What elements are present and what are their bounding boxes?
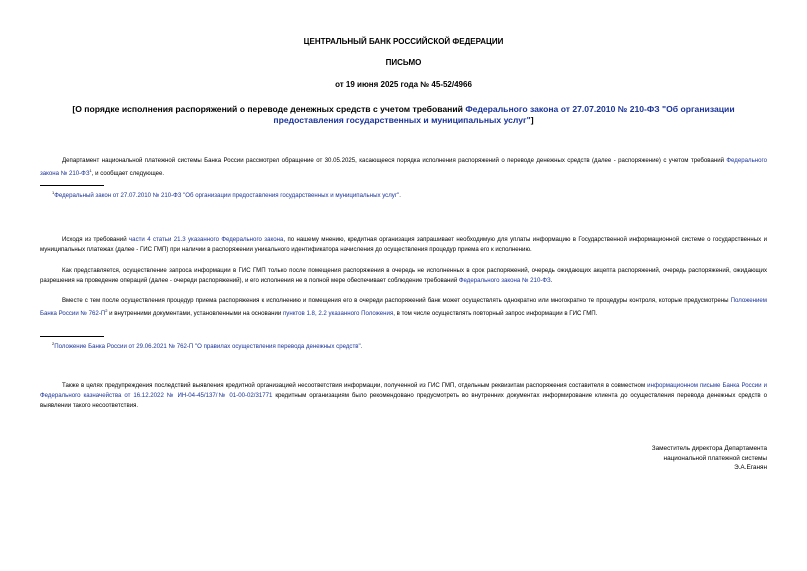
footnote-2-link[interactable]: Положение Банка России от 29.06.2021 № 762-П "О правилах осуществления перевода денежных средств".	[54, 343, 363, 351]
title-suffix: ]	[530, 115, 534, 125]
doc-type: ПИСЬМО	[385, 58, 422, 67]
p5-info-letter-link[interactable]: информационном письме Банка России и Федерального казначейства от 16.12.2022 № ИН-04-45/137/№ 01-00-02/31771	[40, 382, 767, 399]
p4-text-a: Вместе с тем после осуществления процедур приема распоряжения к исполнению и помещения его в очереди распоряжений банк может осуществлять однократно или многократно те процедуры контроля, которые предусмотрены	[62, 297, 731, 304]
p3-law-link[interactable]: Федерального закона № 210-ФЗ	[458, 277, 551, 284]
p1-law-link[interactable]: Федерального закона № 210-ФЗ	[40, 157, 767, 178]
document-title	[40, 104, 767, 126]
p2-text-a: Исходя из требований	[62, 236, 129, 243]
signature-department: национальной платежной системы	[663, 454, 767, 462]
footnote-ref-2[interactable]: 2	[105, 308, 108, 313]
footnote-1-mark: 1	[52, 190, 55, 195]
footnote-1	[52, 188, 401, 201]
p4-points-link[interactable]: пунктов 1.8, 2.2 указанного Положения	[282, 310, 394, 318]
p2-article-link[interactable]: части 4 статьи 21.3 указанного Федерального закона	[129, 236, 284, 243]
p4-text-c: , в том числе осуществлять повторный запрос информации в ГИС ГМП.	[393, 310, 598, 318]
signature-name: Э.А.Еганян	[734, 464, 767, 472]
doc-date-number: от 19 июня 2025 года № 45-52/4966	[335, 80, 472, 89]
paragraph-1	[40, 156, 767, 179]
paragraph-5	[40, 381, 767, 411]
p2-text-b: , по нашему мнению, кредитная организация запрашивает необходимую для уплаты информацию в Государственной информационной системе о государственных и муниципальных платежах (далее - ГИС ГМП) при наличии в распоряжении уникального идентификатора начисления до осуществления процедур приема его к исполнению.	[40, 236, 767, 253]
footnote-divider-2	[40, 336, 104, 337]
title-law-link[interactable]: Федерального закона от 27.07.2010 № 210-ФЗ "Об организации предоставления государственных и муниципальных услуг"	[273, 104, 735, 125]
p5-text-a: Также в целях предупреждения последствий выявления кредитной организацией несоответствия информации, полученной из ГИС ГМП, отдельным реквизитам распоряжения составителя в совместном	[62, 382, 648, 389]
signature-position: Заместитель директора Департамента	[651, 445, 767, 452]
paragraph-2	[40, 235, 767, 255]
p4-text-b: и внутренними документами, установленными на основании	[107, 310, 283, 318]
footnote-2	[52, 339, 362, 352]
footnote-divider-1	[40, 185, 104, 186]
p3-text-a: Как представляется, осуществление запроса информации в ГИС ГМП только после помещения распоряжения в очередь не исполненных в срок распоряжений, очередь ожидающих акцепта распоряжений, очередь распоряжений, ожидающих разрешения на проведение операций (далее - очереди распоряжений), и его исполнения не в полной мере обеспечивает соблюдение требований	[40, 267, 767, 284]
p4-regulation-link[interactable]: Положением Банка России № 762-П	[40, 297, 767, 318]
p3-text-b: .	[550, 277, 553, 284]
p5-text-b: кредитным организациям было рекомендовано предусмотреть во внутренних документах информирование клиента до осуществления перевода денежных средств о выявлении такого несоответствия.	[40, 392, 767, 409]
paragraph-3	[40, 266, 767, 286]
paragraph-4	[40, 296, 767, 319]
p1-text-a: Департамент национальной платежной системы Банка России рассмотрел обращение от 30.05.2025, касающееся порядка исполнения распоряжений о переводе денежных средств (далее - распоряжение) с учетом требований	[62, 157, 727, 164]
title-prefix: [О порядке исполнения распоряжений о переводе денежных средств с учетом требований	[72, 104, 466, 114]
footnote-2-mark: 2	[52, 341, 55, 346]
org-name: ЦЕНТРАЛЬНЫЙ БАНК РОССИЙСКОЙ ФЕДЕРАЦИИ	[303, 37, 504, 46]
footnote-1-link[interactable]: Федеральный закон от 27.07.2010 № 210-ФЗ "Об организации предоставления государственных и муниципальных услуг".	[54, 192, 401, 200]
p1-text-b: , и сообщает следующее.	[91, 170, 165, 178]
footnote-ref-1[interactable]: 1	[89, 168, 92, 173]
signature-block	[652, 444, 767, 473]
